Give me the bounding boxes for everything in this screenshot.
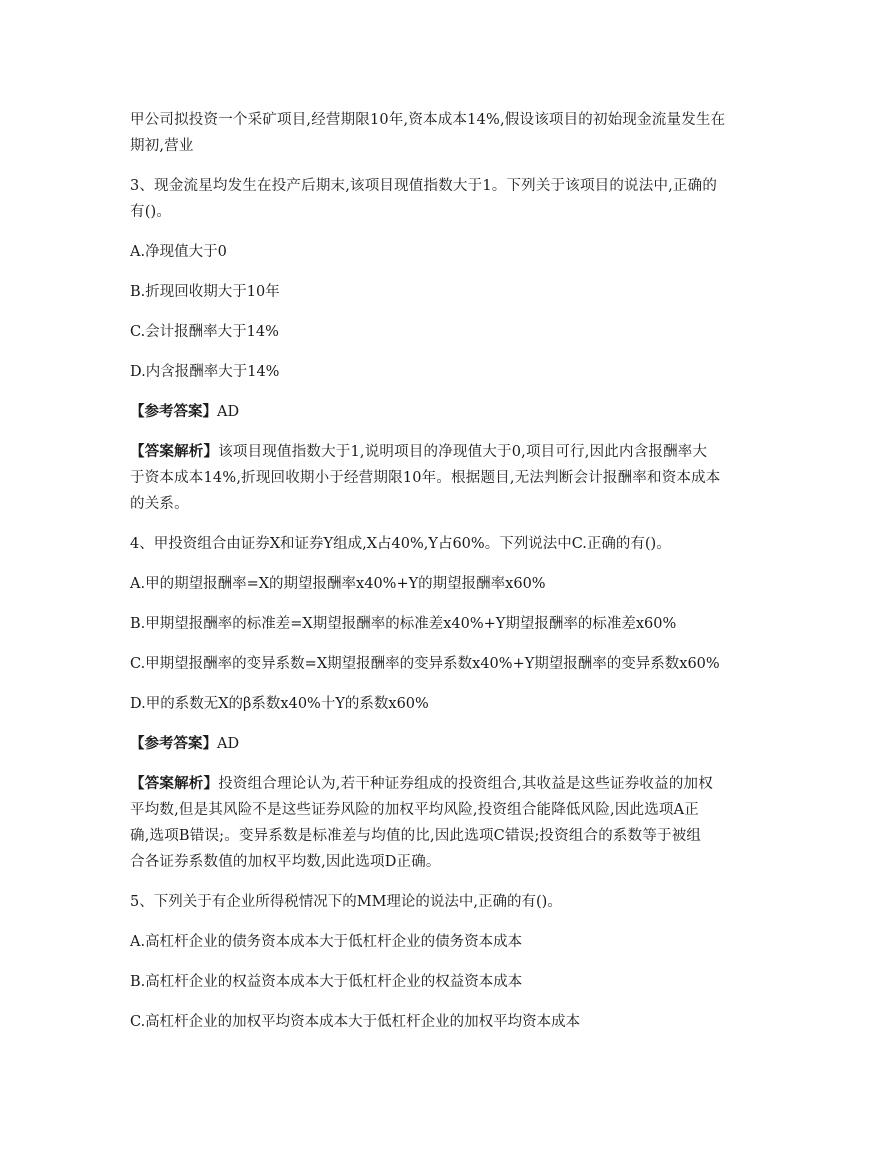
q3-stem-line-1: 3、现金流星均发生在投产后期末,该项目现值指数大于1。下列关于该项目的说法中,正确的 — [130, 178, 718, 194]
q3-analysis-line-3: 的关系。 — [130, 496, 189, 512]
q4-option-a: A.甲的期望报酬率=X的期望报酬率x40%+Y的期望报酬率x60% — [130, 576, 546, 592]
q3-option-b: B.折现回收期大于10年 — [130, 284, 280, 300]
q3-option-d: D.内含报酬率大于14% — [130, 364, 280, 380]
q5-option-c: C.高杠杆企业的加权平均资本成本大于低杠杆企业的加权平均资本成本 — [130, 1014, 581, 1030]
q3-answer-value: AD — [217, 404, 240, 420]
q4-analysis-line-1: 投资组合理论认为,若干种证券组成的投资组合,其收益是这些证券收益的加权 — [218, 776, 713, 792]
q4-analysis — [130, 771, 770, 875]
q5-option-b: B.高杠杆企业的权益资本成本大于低杠杆企业的权益资本成本 — [130, 974, 523, 990]
q4-option-b: B.甲期望报酬率的标准差=X期望报酬率的标准差x40%+Y期望报酬率的标准差x60% — [130, 616, 677, 632]
q3-analysis-label: 【答案解析】 — [130, 443, 219, 460]
q4-analysis-line-3: 确,选项B错误;。变异系数是标准差与均值的比,因此选项C错误;投资组合的系数等于被组 — [130, 828, 702, 844]
q4-analysis-line-2: 平均数,但是其风险不是这些证券风险的加权平均风险,投资组合能降低风险,因此选项A正 — [130, 802, 699, 818]
q4-analysis-line-4: 合各证券系数值的加权平均数,因此选项D正确。 — [130, 854, 441, 870]
intro-line-2: 期初,营业 — [130, 138, 194, 154]
q4-option-d: D.甲的系数无X的β系数x40%十Y的系数x60% — [130, 696, 429, 712]
q4-answer-value: AD — [217, 736, 240, 752]
q3-option-a: A.净现值大于0 — [130, 244, 227, 260]
intro-paragraph — [130, 107, 770, 159]
q4-answer — [130, 731, 770, 757]
q3-analysis-line-1: 该项目现值指数大于1,说明项目的净现值大于0,项目可行,因此内含报酬率大 — [218, 444, 708, 460]
q3-analysis-line-2: 于资本成本14%,折现回收期小于经营期限10年。根据题目,无法判断会计报酬率和资本成本 — [130, 470, 721, 486]
q4-answer-label: 【参考答案】 — [130, 735, 217, 752]
q3-option-c: C.会计报酬率大于14% — [130, 324, 279, 340]
question-4-stem: 4、甲投资组合由证券X和证券Y组成,X占40%,Y占60%。下列说法中C.正确的有()。 — [130, 536, 671, 552]
document-page — [130, 107, 770, 1035]
q3-stem-line-2: 有()。 — [130, 204, 172, 220]
q4-option-c: C.甲期望报酬率的变异系数=X期望报酬率的变异系数x40%+Y期望报酬率的变异系数x60% — [130, 656, 720, 672]
q3-answer — [130, 399, 770, 425]
intro-line-1: 甲公司拟投资一个采矿项目,经营期限10年,资本成本14%,假设该项目的初始现金流量发生在 — [130, 112, 726, 128]
q5-option-a: A.高杠杆企业的债务资本成本大于低杠杆企业的债务资本成本 — [130, 934, 523, 950]
q3-answer-label: 【参考答案】 — [130, 403, 217, 420]
question-3-stem — [130, 173, 770, 225]
q4-analysis-label: 【答案解析】 — [130, 775, 219, 792]
q3-analysis — [130, 439, 770, 517]
question-5-stem: 5、下列关于有企业所得税情况下的MM理论的说法中,正确的有()。 — [130, 894, 562, 910]
